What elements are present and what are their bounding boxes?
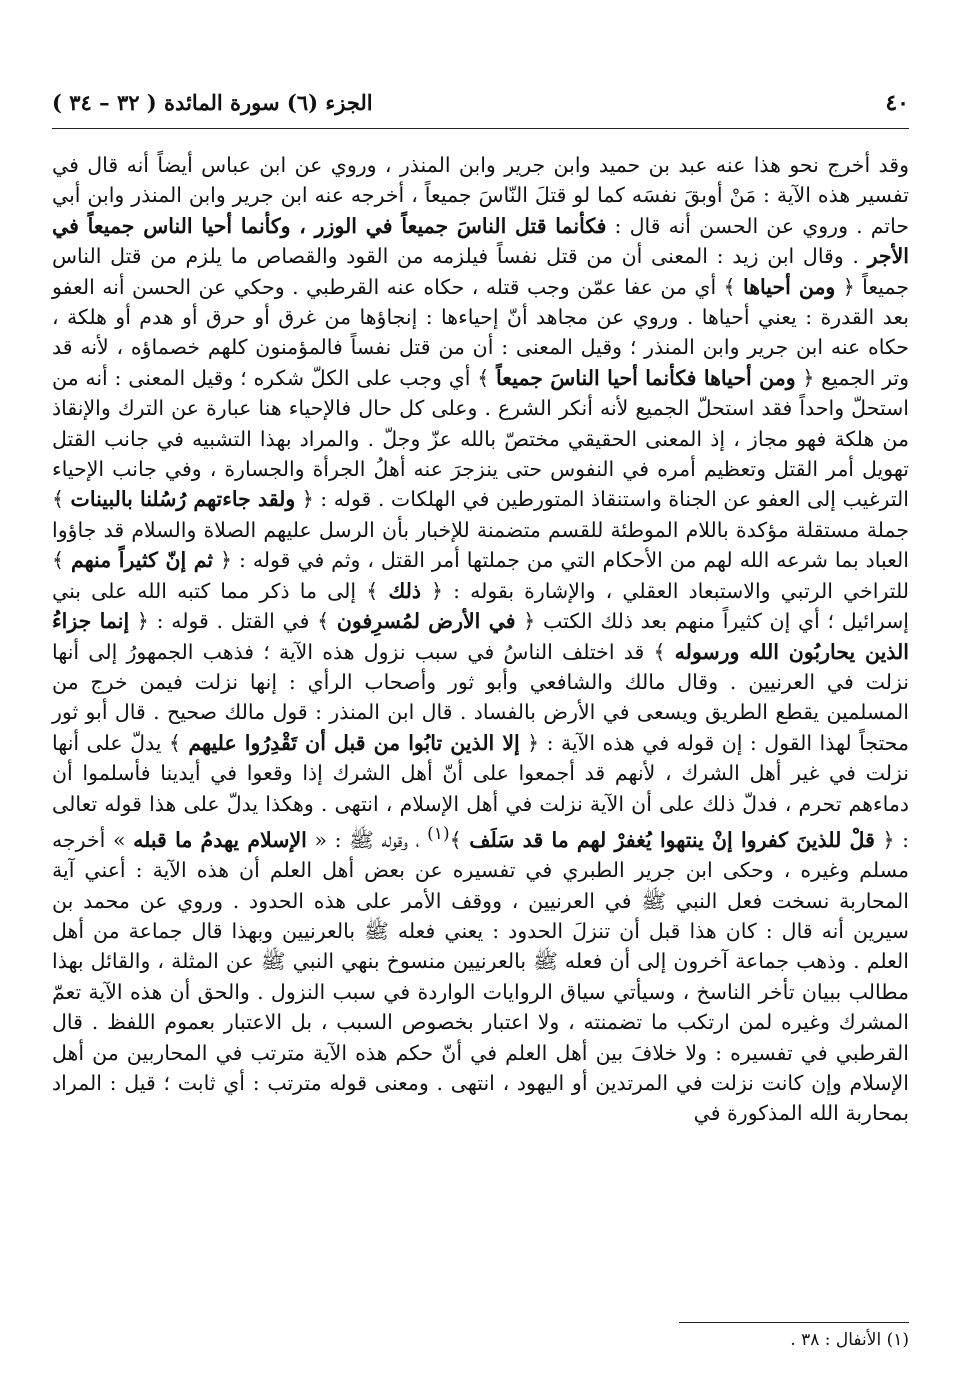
running-head: الجزء (٦) سورة المائدة ( ٣٢ – ٣٤ ) <box>52 90 373 115</box>
text-span: ﴾ للتراخي الرتبي والاستبعاد العقلي ، والإشارة بقوله : ﴿ <box>52 548 909 603</box>
page-number: ٤٠ <box>885 90 909 116</box>
verse-bold: ذلك <box>388 578 421 603</box>
verse-bold: ثم إنّ كثيراً منهم <box>70 548 214 573</box>
footnote-marker: (١) <box>427 823 450 844</box>
page-header <box>52 86 909 126</box>
verse-bold: قلْ للذينَ كفروا إنْ ينتهوا يُغفرْ لهم ما قد سَلَف <box>469 827 875 852</box>
verse-bold: إنما جزاءُ الذين يحاربُون الله ورسوله <box>52 609 909 664</box>
text-span: ﴾ <box>449 827 470 852</box>
quote-bold: فكأنما قتل الناسَ جميعاً في الوزر ، وكأنما أحيا الناس جميعاً في الأجر <box>52 213 909 269</box>
text-span: ﴾ جملة مستقلة مؤكدة باللام الموطئة للقسم متضمنة للإخبار بأن الرسل عليهم الصلاة والسلام قد جاؤوا العباد بما شرعه الله لهم من الأحكام التي من جملتها أمر القتل ، وثم في قوله : ﴿ <box>52 487 909 573</box>
text-span: ، وقوله ﷺ : « <box>306 827 428 852</box>
text-span: ﴾ أي وجب على الكلّ شكره ؛ وقيل المعنى : أنه من استحلّ واحداً فقد استحلّ الجميع لأنه أنكر الشرع . وعلى كل حال فالإحياء هنا عبارة عن الترك والإنقاذ من هلكة فهو مجاز ، إذ المعنى الحقيقي مختصّ بالله عزّ وجلّ . والمراد بهذا التشبيه في جانب القتل تهويل أمر القتل وتعظيم أمره في النفوس حتى ينزجرَ عنه أهلُ الجرأة والجسارة ، وفي جانب الإحياء الترغيب إلى العفو عن الجناة واستنقاذ المتورطين في الهلكات . قوله : ﴿ <box>52 365 909 512</box>
verse-bold: في الأرض لمُسرِفون <box>336 609 516 634</box>
footnote-rule <box>679 1322 909 1323</box>
text-span: ﴾ إلى ما ذكر مما كتبه الله على بني إسرائيل ؛ أي إن كثيراً منهم بعد ذلك الكتب ﴿ <box>52 578 909 634</box>
text-span: ﴾ قد اختلف الناسُ في سبب نزول هذه الآية ؛ فذهب الجمهورُ إلى أنها نزلت في العرنيين . وقال مالك والشافعي وأبو ثور وأصحاب الرأي : إنها نزلت فيمن خرج من المسلمين يقطع الطريق ويسعى في الأرض بالفساد . قال ابن المنذر : قول مالك صحيح . قال أبو ثور محتجاً لهذا القول : إن قوله في هذه الآية : ﴿ <box>52 639 909 755</box>
footnote: (١) الأنفال : ٣٨ . <box>790 1330 909 1350</box>
verse-bold: ومن أحياها فكأنما أحيا الناسَ جميعاً <box>496 365 796 390</box>
hadith-bold: الإسلام يهدمُ ما قبله <box>133 827 307 852</box>
text-span: وقد أخرج نحو هذا عنه عبد بن حميد وابن جرير وابن المنذر ، وروي عن ابن عباس أيضاً أنه قال في تفسير هذه الآية : مَنْ أوبقَ نفسَه كما لو قتلَ النّاسَ جميعاً ، أخرجه عنه ابن جرير وابن المنذر وابن أبي حاتم . وروي عن الحسن أنه قال : <box>52 153 909 238</box>
text-span: ﴾ أي من عفا عمّن وجب قتله ، حكاه عنه القرطبي . وحكي عن الحسن أنه العفو بعد القدرة : يعني أحياها . وروي عن مجاهد أنّ إحياءها : إنجاؤها من غرق أو حرق أو هدم أو هلكة ، حكاه عنه ابن جرير وابن المنذر ؛ وقيل المعنى : أن من قتل نفساً فالمؤمنون كلهم خصماؤه ، لأنه قد وتر الجميع ﴿ <box>52 274 909 390</box>
text-span: » أخرجه مسلم وغيره ، وحكى ابن جرير الطبري في تفسيره عن بعض أهل العلم أن هذه الآية : أعني آية المحاربة نسخت فعل النبي ﷺ في العرنيين ، ووقف الأمر على هذه الحدود . وروي عن محمد بن سيرين أنه قال : كان هذا قبل أن تنزلَ الحدود : يعني فعله ﷺ بالعرنيين وبهذا قال جماعة من أهل العلم . وذهب جماعة آخرون إلى أن فعله ﷺ بالعرنيين منسوخ بنهي النبي ﷺ عن المثلة ، والقائل بهذا مطالب ببيان تأخر الناسخ ، وسيأتي سياق الروايات الواردة في سبب النزول . والحق أن هذه الآية تعمّ المشرك وغيره لمن ارتكب ما تضمنته ، ولا اعتبار بخصوص السبب ، بل الاعتبار بعموم اللفظ . قال القرطبي في تفسيره : ولا خلافَ بين أهل العلم في أنّ حكم هذه الآية مترتب في المحاربين من أهل الإسلام وإن كانت نزلت في المرتدين أو اليهود ، انتهى . ومعنى قوله مترتب : أي ثابت ؛ قيل : المراد بمحاربة الله المذكورة في <box>52 827 909 1126</box>
paragraph <box>52 150 909 1129</box>
verse-bold: ولقد جاءتهم رُسُلنا بالبينات <box>70 487 296 512</box>
text-span: ﴾ يدلّ على أنها نزلت في غير أهل الشرك ، لأنهم قد أجمعوا على أنّ أهل الشرك إذا وقعوا في أيدينا فأسلموا أن دماءهم تحرم ، فدلّ ذلك على أن الآية نزلت في أهل الإسلام ، انتهى . وهكذا يدلّ على هذا قوله تعالى : ﴿ <box>52 730 910 852</box>
verse-bold: إلا الذين تابُوا من قبل أن تَقْدِرُوا عليهم <box>188 730 520 755</box>
verse-bold: ومن أحياها <box>742 274 836 299</box>
header-rule <box>52 128 909 129</box>
body-text <box>52 150 909 1129</box>
text-span: ﴾ في القتل . قوله : ﴿ <box>129 609 337 634</box>
text-span: . وقال ابن زيد : المعنى أن من قتل نفساً فيلزمه من القود والقصاص ما يلزم من قتل الناس جميعاً ﴿ <box>52 244 910 299</box>
